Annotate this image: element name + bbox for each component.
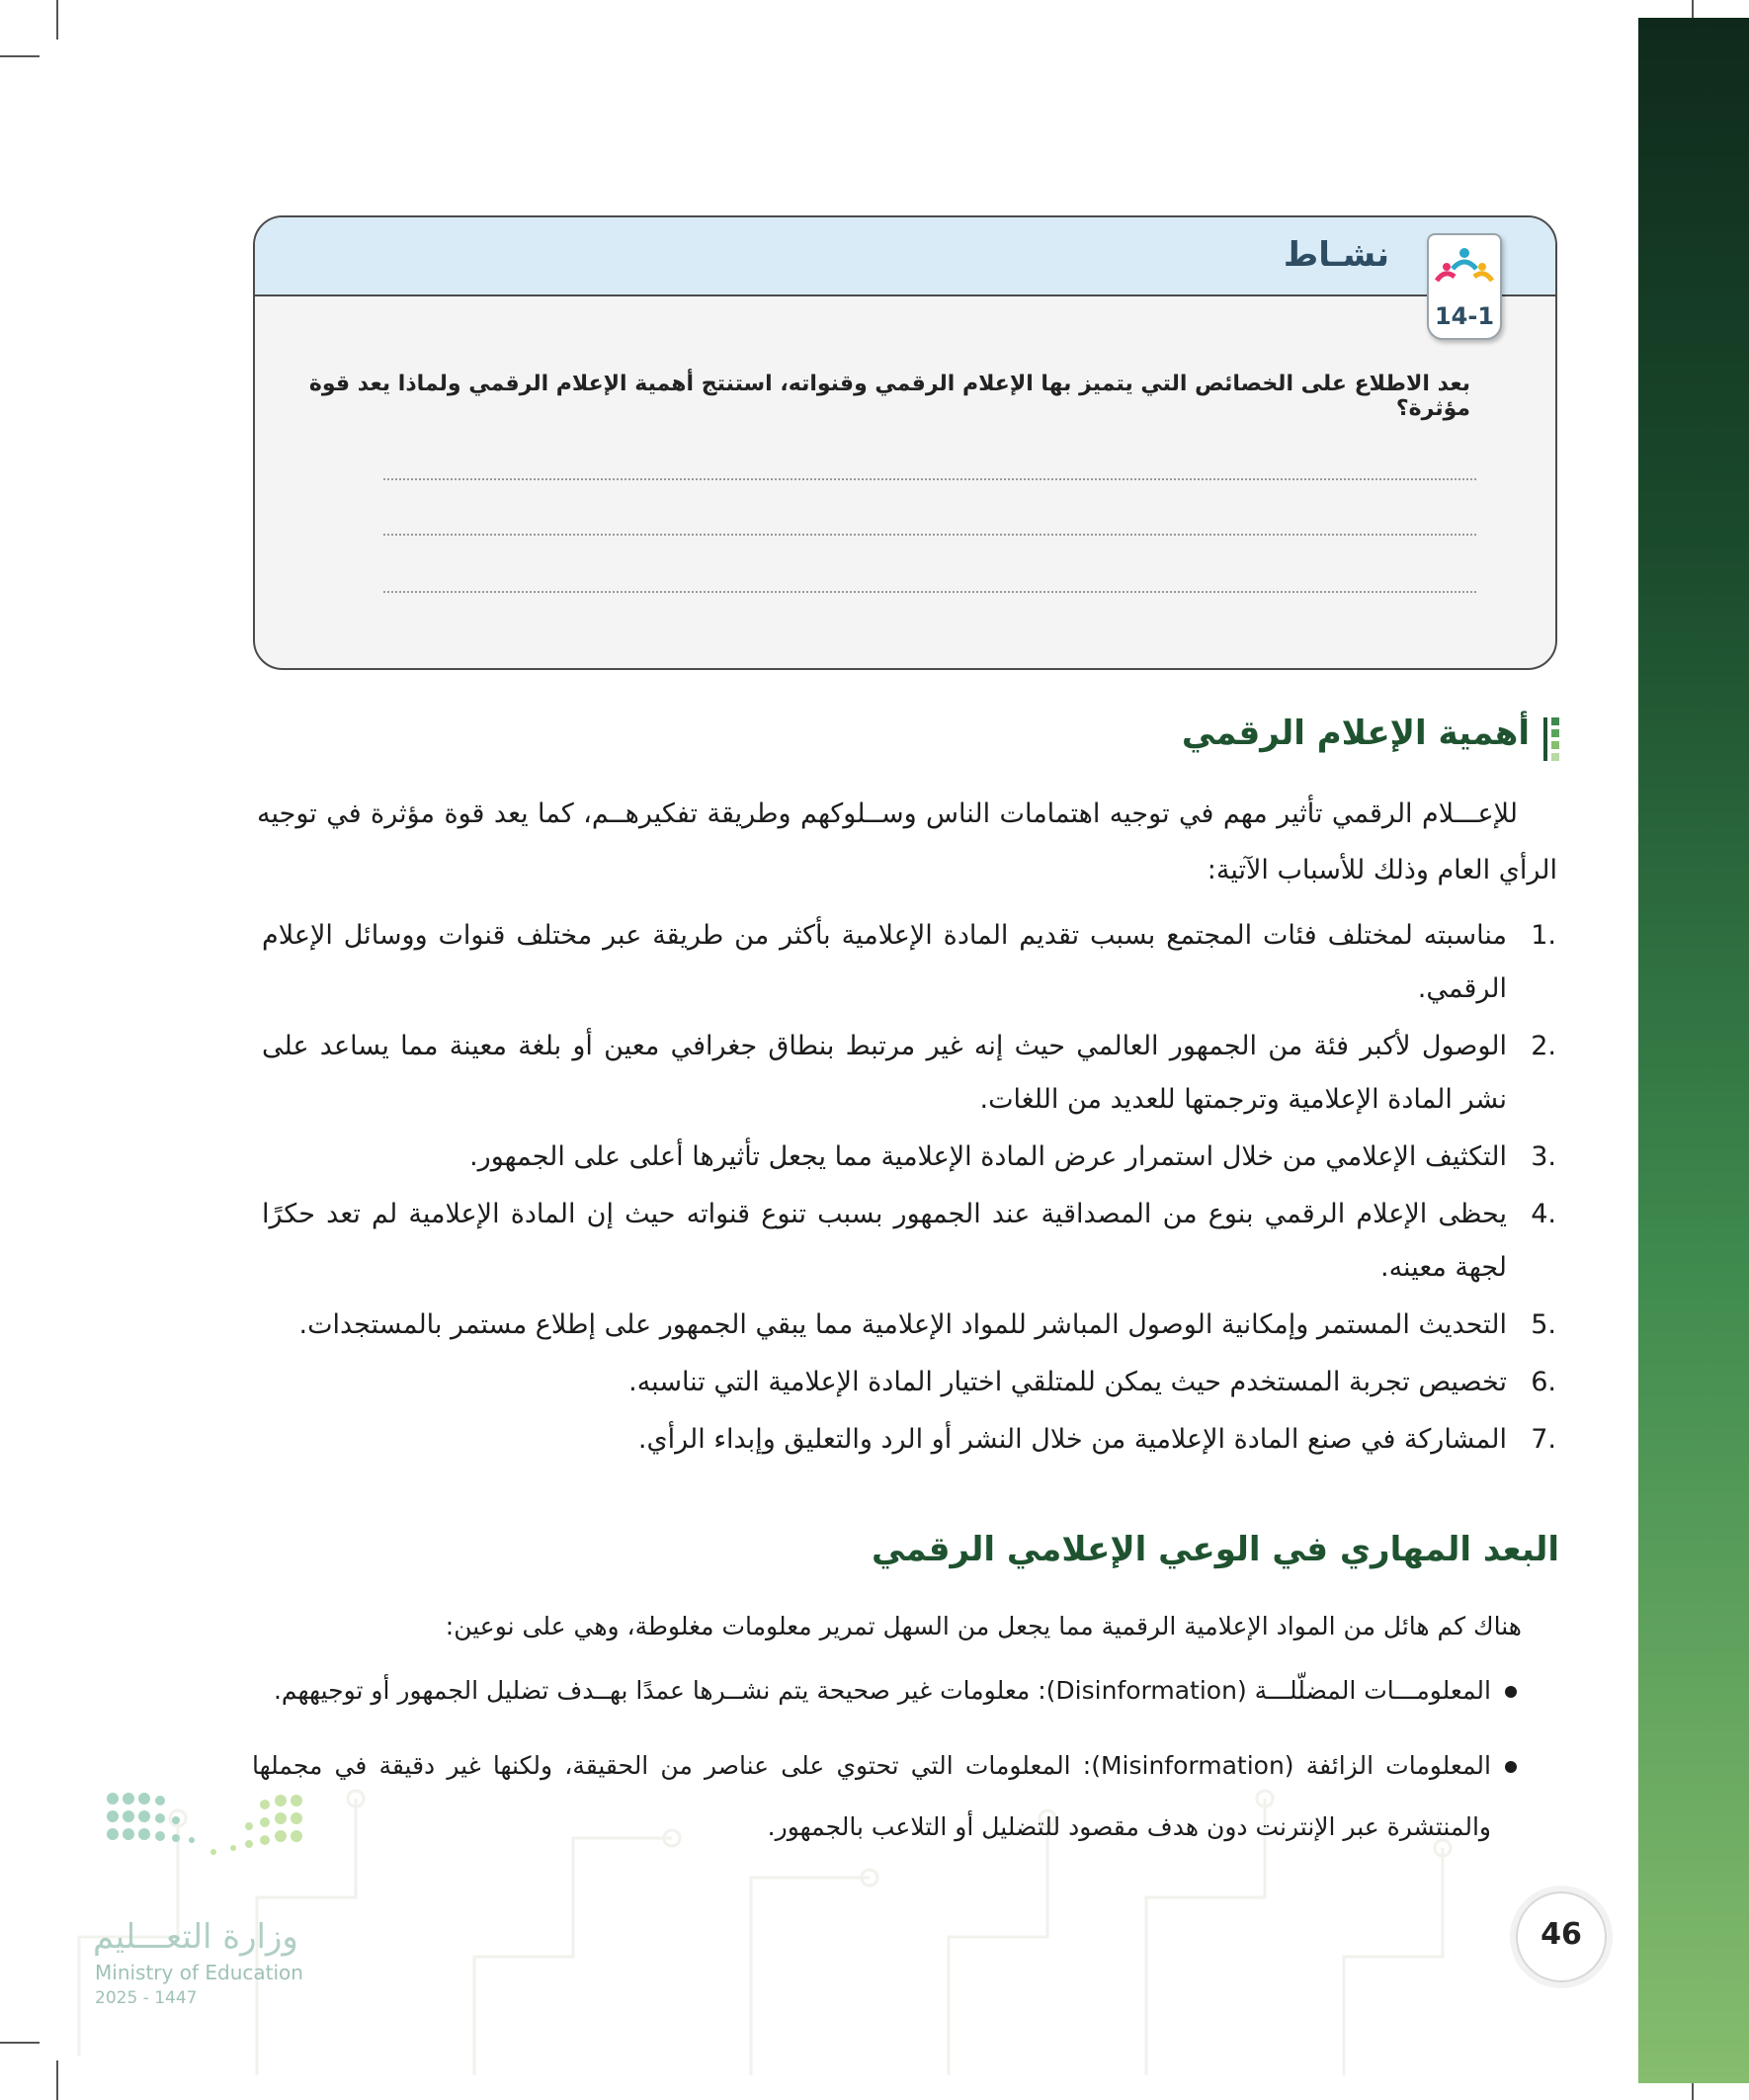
item-text: التحديث المستمر وإمكانية الوصول المباشر للمواد الإعلامية مما يبقي الجمهور على إطلاع مستمر بالمستجدات.: [298, 1309, 1507, 1340]
activity-badge: [1427, 233, 1502, 340]
answer-line[interactable]: [383, 534, 1476, 536]
activity-header: [255, 217, 1555, 296]
list-item: [262, 1188, 1556, 1295]
ministry-name-arabic: وزارة التعـــليم: [93, 1917, 298, 1957]
item-number: .1: [1531, 920, 1556, 951]
list-item: [252, 1660, 1517, 1722]
reasons-list: [262, 909, 1556, 1470]
page-number: 46: [1541, 1917, 1582, 1952]
list-item: [262, 909, 1556, 1016]
ministry-logo-dots: [93, 1779, 330, 1897]
bullet-icon: [1505, 1761, 1517, 1773]
item-text: التكثيف الإعلامي من خلال استمرار عرض المادة الإعلامية مما يجعل تأثيرها أعلى على الجمهور.: [469, 1141, 1507, 1172]
activity-title: نشـاط: [1283, 235, 1389, 275]
list-item: [262, 1131, 1556, 1184]
side-color-band: [1638, 18, 1749, 2083]
bullet-icon: [1505, 1686, 1517, 1698]
crop-mark: [0, 55, 40, 57]
answer-line[interactable]: [383, 478, 1476, 480]
section-intro: للإعـــلام الرقمي تأثير مهم في توجيه اهتمامات الناس وســلوكهم وطريقة تفكيرهــم، كما يعد قوة مؤثرة في توجيه الرأي العام وذلك للأسباب الآتية:: [257, 798, 1557, 885]
ministry-name-english: Ministry of Education: [95, 1961, 303, 1984]
item-text: يحظى الإعلام الرقمي بنوع من المصداقية عند الجمهور بسبب تنوع قنواته حيث إن المادة الإعلامية لم تعد حكرًا لجهة معينه.: [262, 1199, 1507, 1283]
page-number-badge: [1516, 1891, 1607, 1982]
item-number: .2: [1531, 1031, 1556, 1061]
item-number: .5: [1531, 1309, 1556, 1340]
item-text: تخصيص تجربة المستخدم حيث يمكن للمتلقي اختيار المادة الإعلامية التي تناسبه.: [628, 1367, 1507, 1397]
edition-year: 2025 - 1447: [95, 1988, 198, 2008]
item-number: .7: [1531, 1424, 1556, 1455]
item-text: المعلومات الزائفة (Misinformation): المعلومات التي تحتوي على عناصر من الحقيقة، ولكنها غير دقيقة في مجملها والمنتشرة عبر الإنترنت دون هدف مقصود للتضليل أو التلاعب بالجمهور.: [252, 1751, 1491, 1841]
list-item: [262, 1299, 1556, 1352]
item-text: مناسبته لمختلف فئات المجتمع بسبب تقديم المادة الإعلامية بأكثر من طريقة عبر مختلف قنوات ووسائل الإعلام الرقمي.: [262, 920, 1507, 1004]
crop-mark: [56, 0, 58, 40]
heading-marker-icon: [1541, 717, 1561, 761]
item-number: .3: [1531, 1141, 1556, 1172]
list-item: [262, 1020, 1556, 1127]
answer-line[interactable]: [383, 591, 1476, 593]
people-activity-icon: [1429, 241, 1500, 296]
list-item: [262, 1356, 1556, 1409]
item-number: .6: [1531, 1367, 1556, 1397]
activity-box: [253, 215, 1557, 670]
misinformation-types-list: [252, 1660, 1517, 1872]
activity-number: 14-1: [1434, 302, 1495, 330]
item-text: المشاركة في صنع المادة الإعلامية من خلال النشر أو الرد والتعليق وإبداء الرأي.: [637, 1424, 1507, 1455]
section-heading: البعد المهاري في الوعي الإعلامي الرقمي: [872, 1530, 1559, 1569]
activity-question: بعد الاطلاع على الخصائص التي يتميز بها الإعلام الرقمي وقنواته، استنتج أهمية الإعلام الرقمي ولماذا يعد قوة مؤثرة؟: [308, 372, 1470, 421]
list-item: [252, 1735, 1517, 1858]
list-item: [262, 1413, 1556, 1467]
crop-mark: [56, 2060, 58, 2100]
item-text: الوصول لأكبر فئة من الجمهور العالمي حيث إنه غير مرتبط بنطاق جغرافي معين أو بلغة معينة مما يساعد على نشر المادة الإعلامية وترجمتها للعديد من اللغات.: [262, 1031, 1507, 1115]
section-heading: أهمية الإعلام الرقمي: [1181, 714, 1530, 753]
item-number: .4: [1531, 1199, 1556, 1229]
crop-mark: [0, 2042, 40, 2044]
section-intro: هناك كم هائل من المواد الإعلامية الرقمية مما يجعل من السهل تمرير معلومات مغلوطة، وهي على نوعين:: [445, 1612, 1522, 1640]
item-text: المعلومـــات المضلّلـــة (Disinformation): معلومات غير صحيحة يتم نشــرها عمدًا بهــدف تضليل الجمهور أو توجيههم.: [273, 1676, 1491, 1705]
